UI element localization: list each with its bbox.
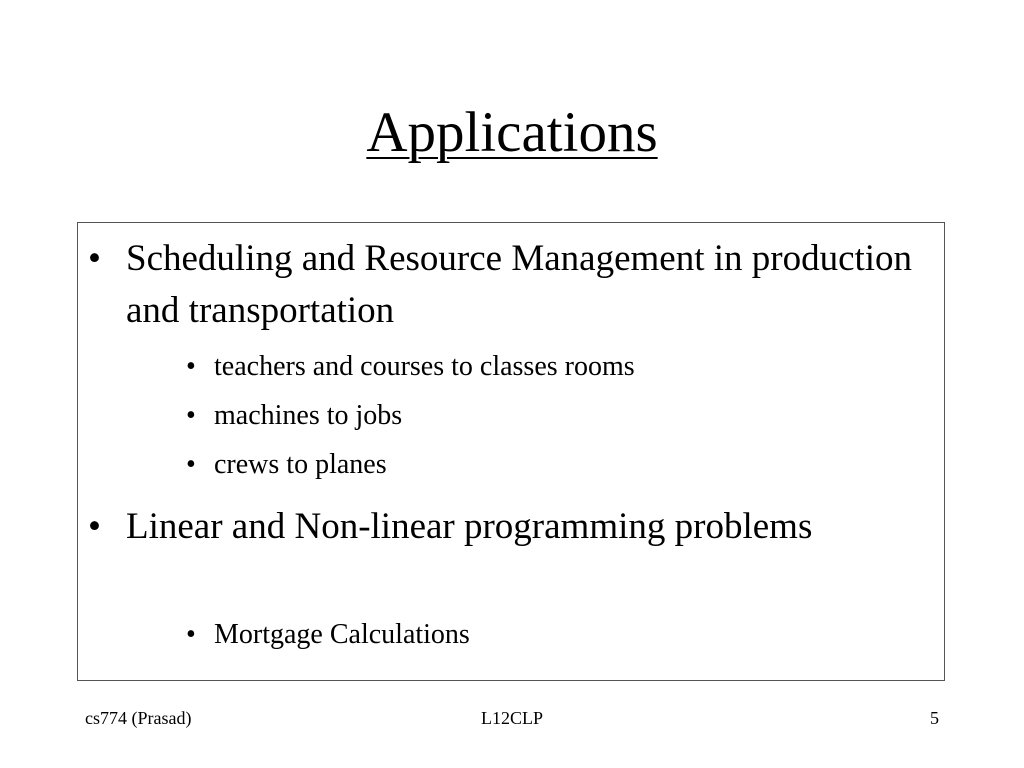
sub-bullet-text: machines to jobs xyxy=(214,400,403,431)
slide-title-text: Applications xyxy=(366,101,658,164)
sub-bullet-icon: • xyxy=(186,400,196,431)
bullet-text: Scheduling and Resource Management in production and transportation xyxy=(126,238,913,331)
bullet-icon: • xyxy=(88,506,101,547)
sub-bullet-text: Mortgage Calculations xyxy=(214,619,470,650)
slide-title xyxy=(0,98,1024,168)
footer-lecture-id: L12CLP xyxy=(480,708,543,728)
sub-bullet-text: teachers and courses to classes rooms xyxy=(214,351,635,382)
bullet-text: Linear and Non-linear programming problems xyxy=(126,506,813,547)
bullet-item-linear-programming xyxy=(88,501,928,553)
sub-bullet-item-teachers xyxy=(186,349,886,385)
sub-bullet-item-machines xyxy=(186,398,886,434)
footer-page-number: 5 xyxy=(930,708,939,728)
bullet-icon: • xyxy=(88,238,101,279)
footer-course: cs774 (Prasad) xyxy=(85,708,192,728)
sub-bullet-item-crews xyxy=(186,447,886,483)
sub-bullet-icon: • xyxy=(186,449,196,480)
sub-bullet-icon: • xyxy=(186,351,196,382)
content-box xyxy=(77,222,945,681)
sub-bullet-item-mortgage xyxy=(186,617,886,653)
sub-bullet-icon: • xyxy=(186,619,196,650)
sub-bullet-text: crews to planes xyxy=(214,449,387,480)
bullet-item-scheduling xyxy=(88,233,928,337)
